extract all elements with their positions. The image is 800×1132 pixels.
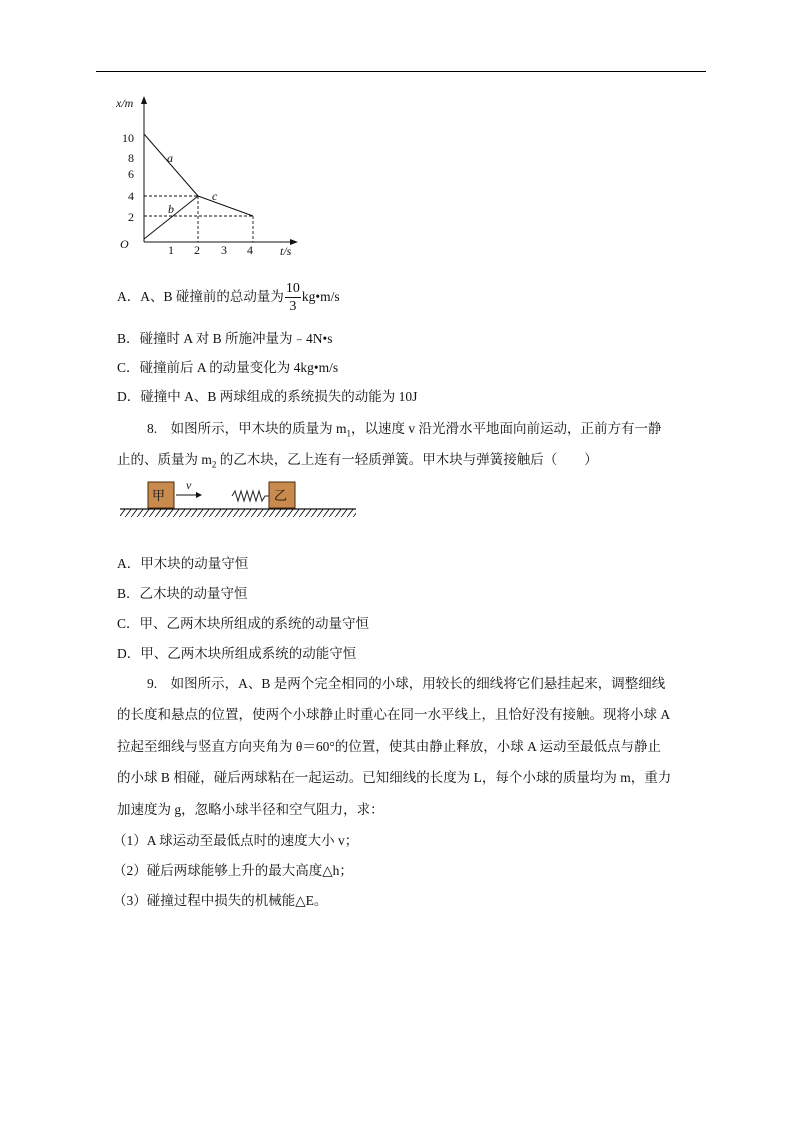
q9-stem-line5: 加速度为 g，忽略小球半径和空气阻力，求：: [117, 802, 384, 817]
q9-subquestion-3: （3）碰撞过程中损失的机械能△E。: [113, 893, 328, 908]
q9-stem-line3: 拉起至细线与竖直方向夹角为 θ＝60°的位置，使其由静止释放，小球 A 运动至最低点与静止: [117, 739, 661, 754]
q7-option-c: C．碰撞前后 A 的动量变化为 4kg•m/s: [117, 360, 339, 375]
y-tick-8: 8: [128, 151, 134, 165]
y-tick-10: 10: [122, 131, 134, 145]
q7-option-d: D．碰撞中 A、B 两球组成的系统损失的动能为 10J: [117, 389, 418, 404]
q8-stem-line2: [117, 450, 598, 475]
label-a: a: [167, 151, 173, 165]
y-axis-arrow: [141, 96, 147, 104]
y-tick-6: 6: [128, 167, 134, 181]
q9-stem-line4: 的小球 B 相碰，碰后两球粘在一起运动。已知细线的长度为 L，每个小球的质量均为 m，重力: [117, 770, 672, 785]
q9-stem-line2: 的长度和悬点的位置，使两个小球静止时重心在同一水平线上，且恰好没有接触。现将小球 A: [117, 707, 671, 722]
q8-option-c: C．甲、乙两木块所组成的系统的动量守恒: [117, 616, 370, 631]
q9-stem-line1: 9. 如图所示，A、B 是两个完全相同的小球，用较长的细线将它们悬挂起来，调整细线: [147, 676, 666, 691]
q7-option-a-denominator: 3: [289, 299, 297, 314]
q8-stem-line1-a: 8. 如图所示，甲木块的质量为 m: [147, 421, 347, 436]
label-b: b: [168, 202, 174, 216]
block-jia-label: 甲: [152, 488, 166, 503]
x-tick-4: 4: [247, 243, 253, 257]
q7-option-a-unit: kg•m/s: [301, 289, 340, 305]
label-c: c: [212, 189, 218, 203]
block-yi-label: 乙: [274, 488, 288, 503]
q8-option-b: B．乙木块的动量守恒: [117, 586, 248, 601]
xt-graph: [108, 92, 308, 260]
x-axis-label: t/s: [280, 244, 292, 258]
blocks-spring-diagram: [114, 476, 364, 522]
q9-subquestion-1: （1）A 球运动至最低点时的速度大小 v；: [113, 833, 359, 848]
q8-stem-line2-a: 止的、质量为 m: [117, 452, 212, 467]
ground-hatch: [120, 509, 356, 517]
q8-sub-1: 1: [346, 428, 352, 439]
q7-option-a-prefix: A．A、B 碰撞前的总动量为: [117, 289, 284, 305]
x-tick-3: 3: [221, 243, 227, 257]
y-tick-4: 4: [128, 189, 134, 203]
line-a: [144, 134, 198, 196]
x-tick-1: 1: [168, 243, 174, 257]
y-tick-2: 2: [128, 210, 134, 224]
q8-sub-2: 2: [211, 459, 217, 470]
y-axis-label: x/m: [116, 96, 134, 110]
q8-stem-line1: [147, 419, 662, 444]
x-tick-2: 2: [194, 243, 200, 257]
q8-option-a: A．甲木块的动量守恒: [117, 556, 249, 571]
q7-option-a-fraction: [285, 282, 301, 314]
origin-label: O: [120, 237, 129, 251]
line-c: [198, 196, 253, 216]
q8-stem-line2-b: 的乙木块，乙上连有一轻质弹簧。甲木块与弹簧接触后（ ）: [216, 452, 598, 467]
q7-option-b: B．碰撞时 A 对 B 所施冲量为﹣4N•s: [117, 331, 333, 346]
velocity-label: v: [186, 478, 192, 492]
spring: [232, 491, 269, 501]
q7-option-a-numerator: 10: [285, 281, 300, 296]
velocity-arrow-head: [196, 492, 202, 498]
q9-subquestion-2: （2）碰后两球能够上升的最大高度△h；: [113, 863, 353, 878]
header-rule: [96, 71, 706, 72]
q8-option-d: D．甲、乙两木块所组成系统的动能守恒: [117, 646, 357, 661]
q8-stem-line1-b: ，以速度 v 沿光滑水平地面向前运动，正前方有一静: [351, 421, 662, 436]
q7-option-a: [117, 282, 340, 314]
